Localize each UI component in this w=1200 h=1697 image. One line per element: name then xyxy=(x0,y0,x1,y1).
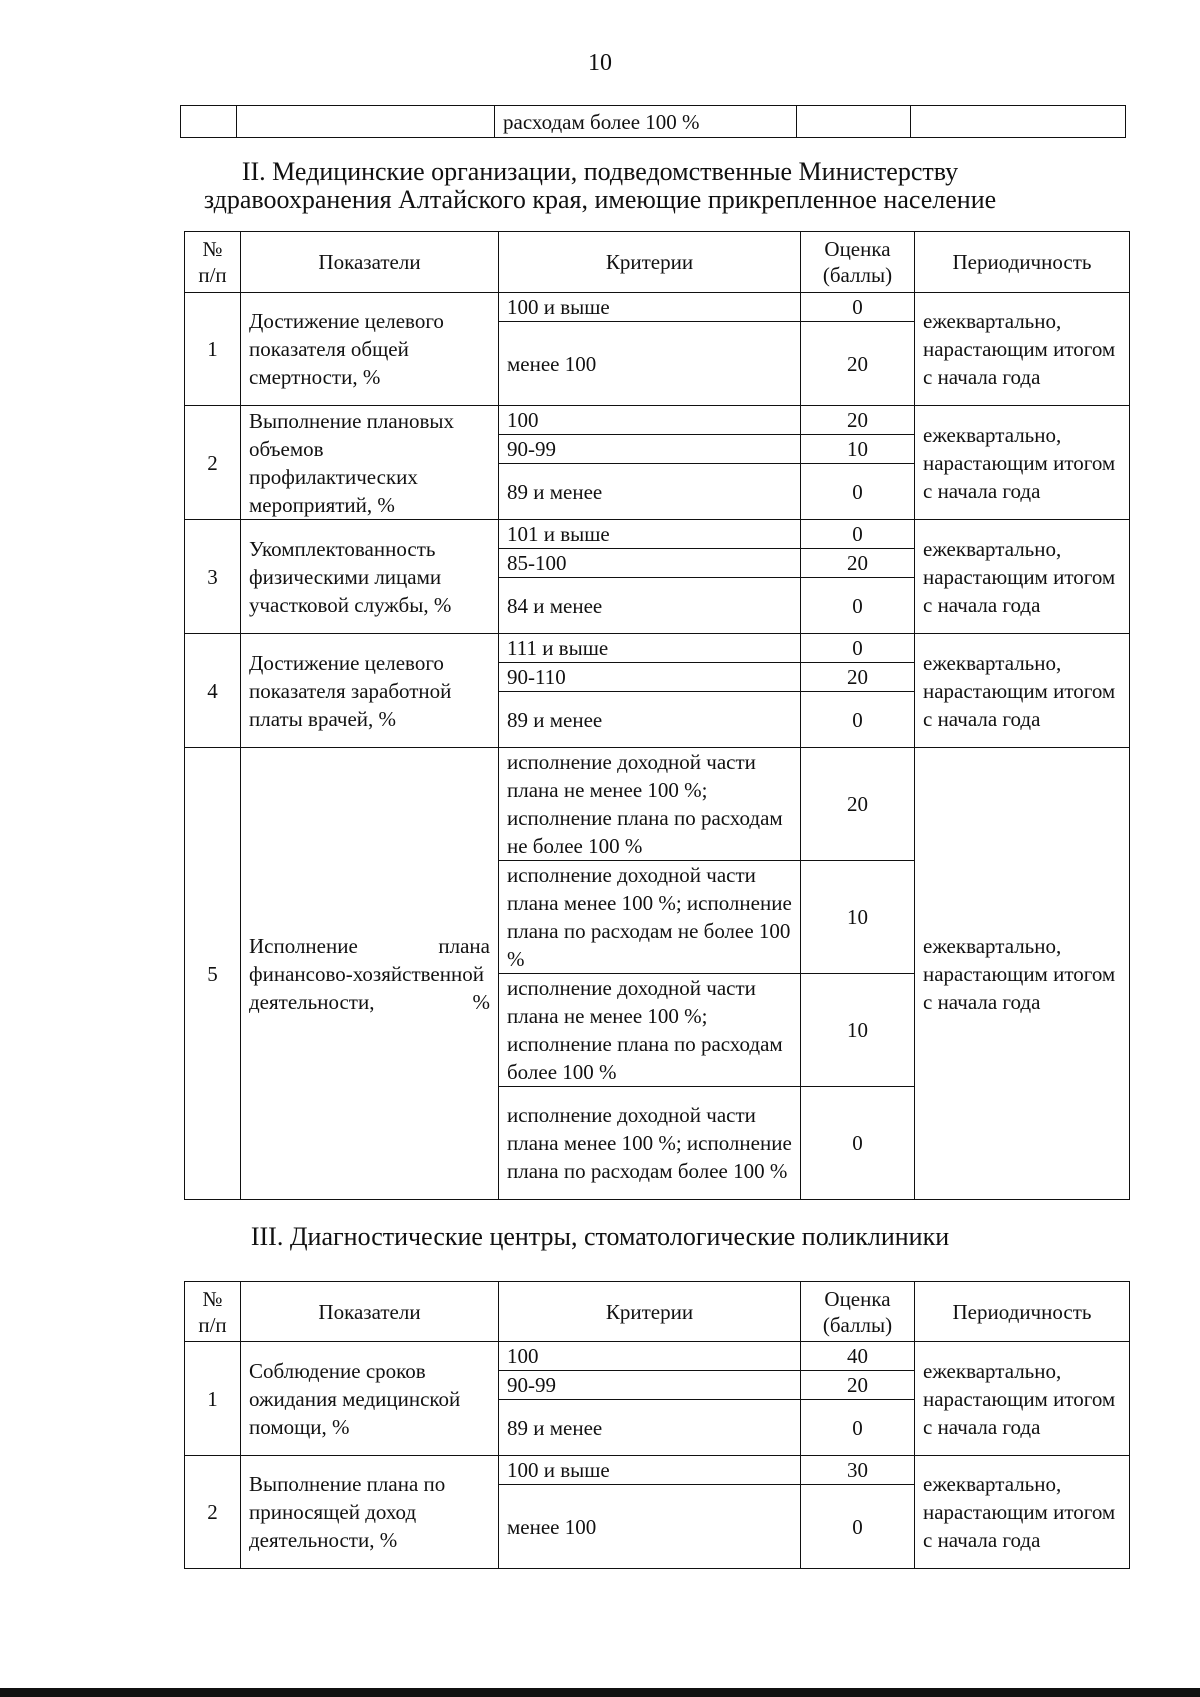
section-3-table xyxy=(184,1281,1130,1569)
header-criteria: Критерии xyxy=(499,1282,801,1342)
table-row xyxy=(185,293,1130,322)
criterion-cell: 90-110 xyxy=(499,663,801,692)
score-cell: 0 xyxy=(801,578,915,634)
criterion-cell: расходам более 100 % xyxy=(495,106,797,138)
criterion-cell: 111 и выше xyxy=(499,634,801,663)
criterion-cell: менее 100 xyxy=(499,1485,801,1569)
header-indicators: Показатели xyxy=(241,1282,499,1342)
row-number: 1 xyxy=(185,293,241,406)
criterion-cell: 100 xyxy=(499,1342,801,1371)
criterion-cell: 89 и менее xyxy=(499,692,801,748)
score-cell: 20 xyxy=(801,748,915,861)
score-cell: 20 xyxy=(801,406,915,435)
criterion-cell: исполнение доходной части плана менее 100 %; исполнение плана по расходам более 100 % xyxy=(499,1087,801,1200)
score-cell: 10 xyxy=(801,861,915,974)
row-number: 2 xyxy=(185,406,241,520)
criterion-cell: менее 100 xyxy=(499,322,801,406)
criterion-cell: 90-99 xyxy=(499,435,801,464)
scan-bottom-edge xyxy=(0,1688,1200,1697)
score-cell: 20 xyxy=(801,663,915,692)
score-cell: 0 xyxy=(801,692,915,748)
indicator-cell: Выполнение плана по приносящей доход деятельности, % xyxy=(241,1456,499,1569)
indicator-cell: Достижение целевого показателя заработной платы врачей, % xyxy=(241,634,499,748)
header-period: Периодичность xyxy=(915,1282,1130,1342)
header-criteria: Критерии xyxy=(499,232,801,293)
page-number: 10 xyxy=(588,50,612,76)
table-row xyxy=(185,748,1130,861)
section-2-title: II. Медицинские организации, подведомственные Министерству здравоохранения Алтайского края, имеющие прикрепленное население xyxy=(203,157,997,214)
indicator-cell: Укомплектованность физическими лицами участковой службы, % xyxy=(241,520,499,634)
indicator-cell: Исполнение плана финансово-хозяйственной деятельности, % xyxy=(241,748,499,1200)
score-cell: 0 xyxy=(801,634,915,663)
score-cell: 0 xyxy=(801,1400,915,1456)
period-cell: ежеквартально, нарастающим итогом с начала года xyxy=(915,520,1130,634)
criterion-cell: 85-100 xyxy=(499,549,801,578)
continuation-table xyxy=(180,105,1126,138)
table-row xyxy=(185,520,1130,549)
period-cell: ежеквартально, нарастающим итогом с начала года xyxy=(915,406,1130,520)
section-3-title: III. Диагностические центры, стоматологические поликлиники xyxy=(250,1222,950,1251)
criterion-cell: 101 и выше xyxy=(499,520,801,549)
table-row xyxy=(185,1342,1130,1371)
period-cell: ежеквартально, нарастающим итогом с начала года xyxy=(915,634,1130,748)
criterion-cell: 89 и менее xyxy=(499,1400,801,1456)
score-cell: 40 xyxy=(801,1342,915,1371)
table-row xyxy=(185,634,1130,663)
row-number: 3 xyxy=(185,520,241,634)
score-cell: 0 xyxy=(801,293,915,322)
section-2-table xyxy=(184,231,1130,1200)
indicator-cell: Соблюдение сроков ожидания медицинской помощи, % xyxy=(241,1342,499,1456)
row-number: 5 xyxy=(185,748,241,1200)
criterion-cell: 100 и выше xyxy=(499,293,801,322)
score-cell: 20 xyxy=(801,549,915,578)
criterion-cell: 100 и выше xyxy=(499,1456,801,1485)
table-row xyxy=(185,406,1130,435)
score-cell: 30 xyxy=(801,1456,915,1485)
period-cell: ежеквартально, нарастающим итогом с начала года xyxy=(915,748,1130,1200)
row-number: 1 xyxy=(185,1342,241,1456)
header-num: № п/п xyxy=(185,1282,241,1342)
table-row xyxy=(185,1456,1130,1485)
score-cell: 20 xyxy=(801,1371,915,1400)
score-cell: 0 xyxy=(801,1087,915,1200)
indicator-cell: Достижение целевого показателя общей смертности, % xyxy=(241,293,499,406)
criterion-cell: 100 xyxy=(499,406,801,435)
table-header-row xyxy=(185,1282,1130,1342)
score-cell: 0 xyxy=(801,1485,915,1569)
header-indicators: Показатели xyxy=(241,232,499,293)
header-score: Оценка (баллы) xyxy=(801,1282,915,1342)
score-cell: 20 xyxy=(801,322,915,406)
score-cell: 10 xyxy=(801,974,915,1087)
indicator-cell: Выполнение плановых объемов профилактических мероприятий, % xyxy=(241,406,499,520)
period-cell: ежеквартально, нарастающим итогом с начала года xyxy=(915,1456,1130,1569)
row-number: 4 xyxy=(185,634,241,748)
header-num: № п/п xyxy=(185,232,241,293)
header-period: Периодичность xyxy=(915,232,1130,293)
criterion-cell: 89 и менее xyxy=(499,464,801,520)
table-row xyxy=(181,106,1126,138)
table-header-row xyxy=(185,232,1130,293)
row-number: 2 xyxy=(185,1456,241,1569)
criterion-cell: 84 и менее xyxy=(499,578,801,634)
score-cell: 0 xyxy=(801,520,915,549)
header-score: Оценка (баллы) xyxy=(801,232,915,293)
period-cell: ежеквартально, нарастающим итогом с начала года xyxy=(915,293,1130,406)
period-cell: ежеквартально, нарастающим итогом с начала года xyxy=(915,1342,1130,1456)
criterion-cell: исполнение доходной части плана менее 100 %; исполнение плана по расходам не более 100 % xyxy=(499,861,801,974)
criterion-cell: 90-99 xyxy=(499,1371,801,1400)
score-cell: 0 xyxy=(801,464,915,520)
criterion-cell: исполнение доходной части плана не менее 100 %; исполнение плана по расходам не более 100 % xyxy=(499,748,801,861)
score-cell: 10 xyxy=(801,435,915,464)
criterion-cell: исполнение доходной части плана не менее 100 %; исполнение плана по расходам более 100 % xyxy=(499,974,801,1087)
